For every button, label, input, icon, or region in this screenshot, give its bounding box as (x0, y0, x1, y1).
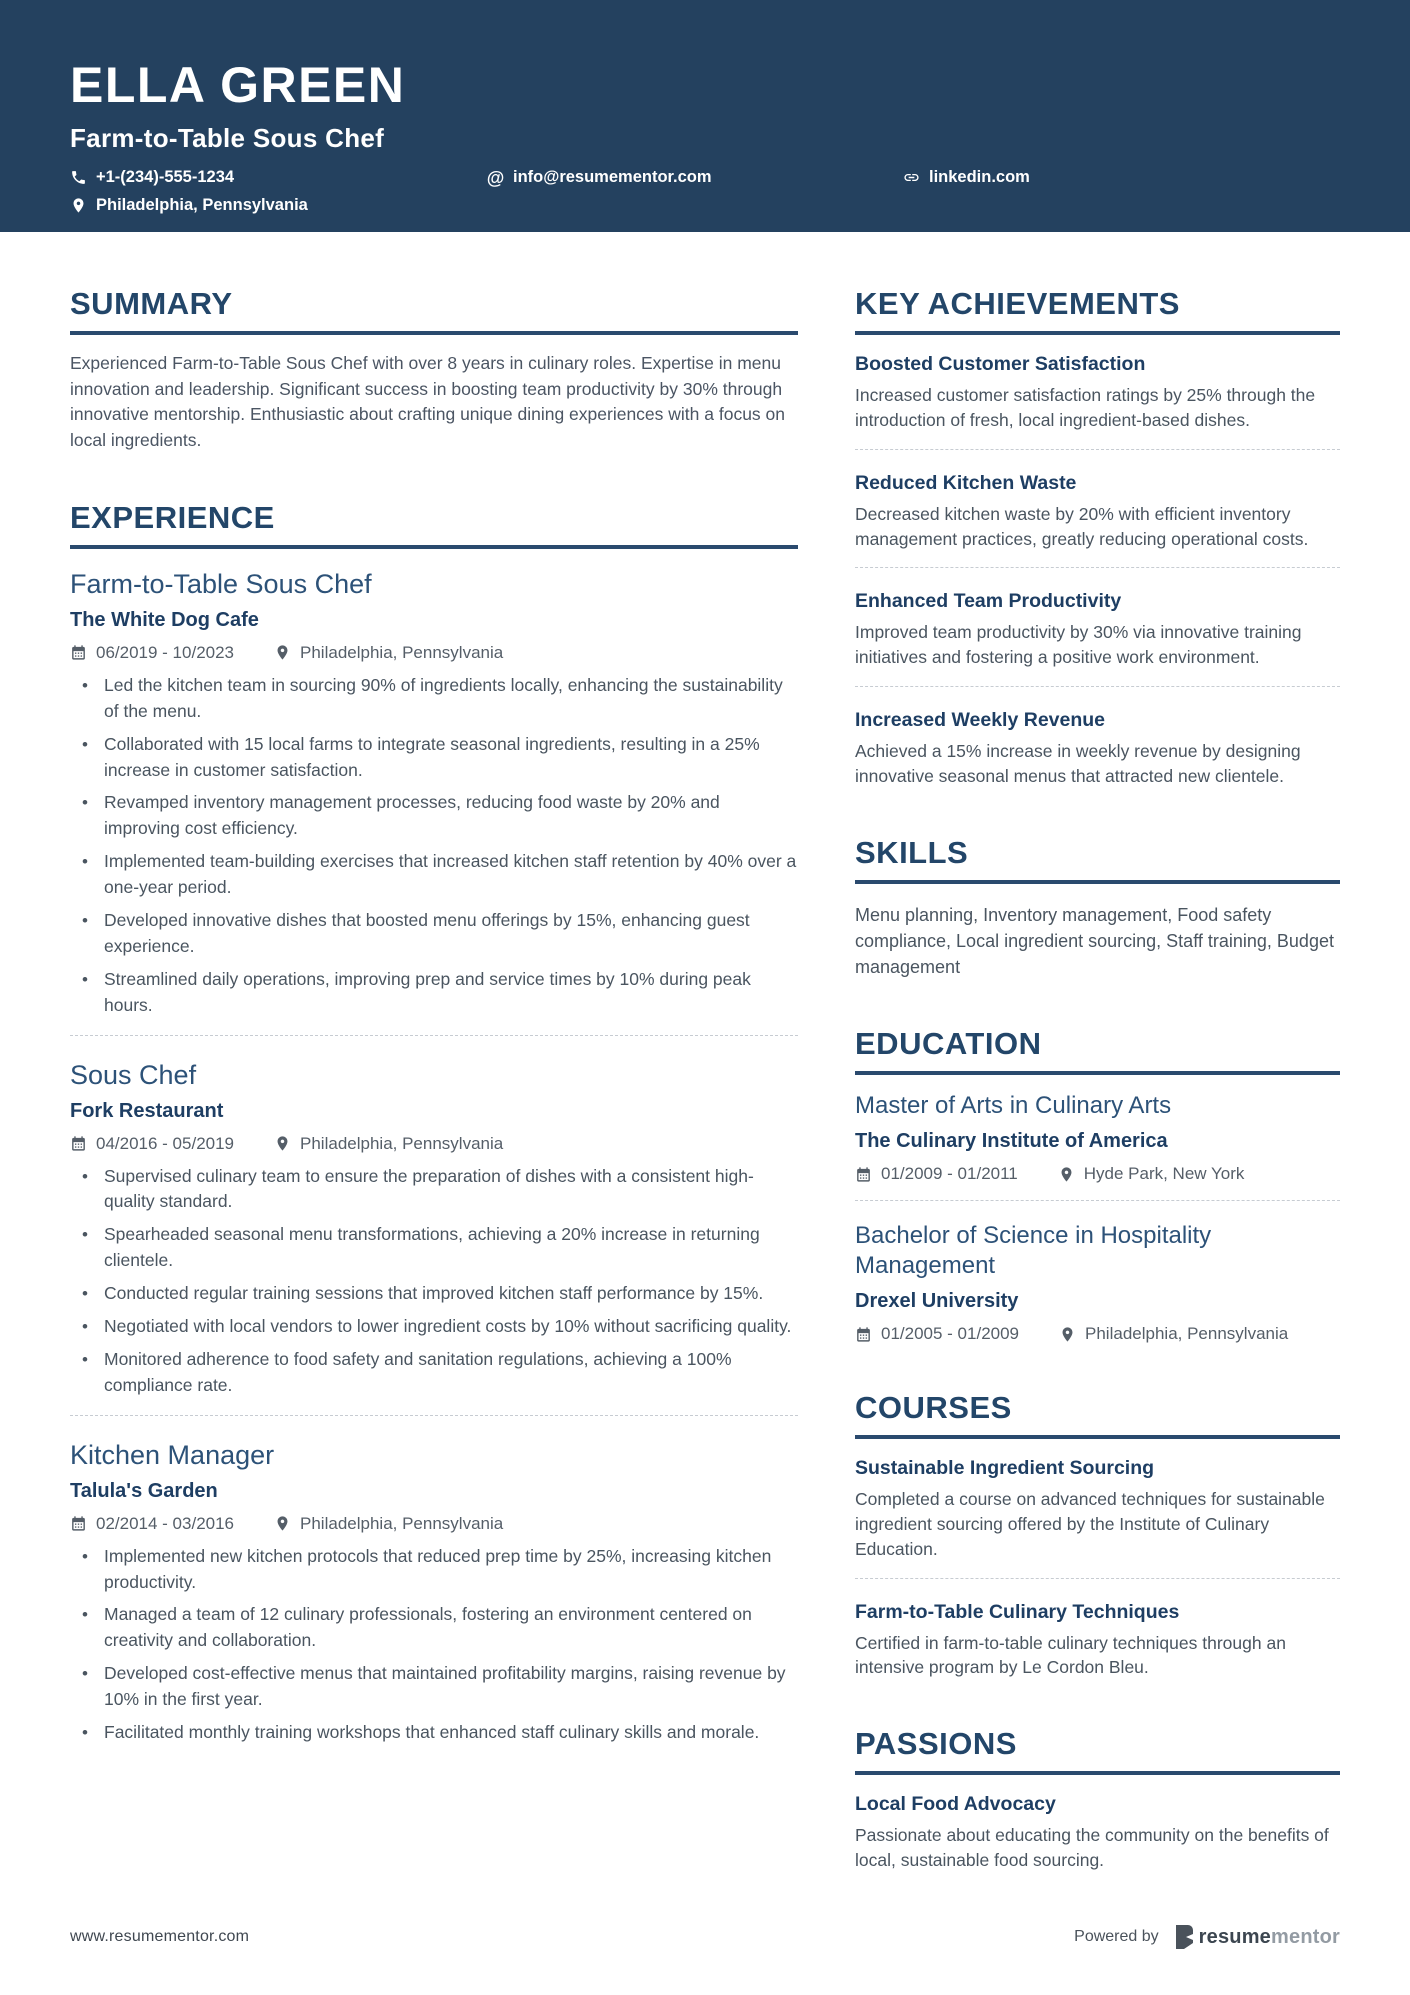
location-text: Hyde Park, New York (1083, 1164, 1245, 1184)
achievement-title: Boosted Customer Satisfaction (855, 353, 1146, 375)
email-text: info@resumementor.com (513, 168, 712, 186)
skills-text: Menu planning, Inventory management, Food safety compliance, Local ingredient sourcing, Staff training, Budget management (855, 904, 1334, 977)
footer-url[interactable]: www.resumementor.com (70, 1928, 250, 1945)
course-text: Certified in farm-to-table culinary techniques through an intensive program by Le Cordon Bleu. (855, 1632, 1286, 1678)
achievement-title: Enhanced Team Productivity (855, 590, 1122, 613)
calendar-icon (70, 1515, 87, 1532)
location-pin-icon (1059, 1326, 1076, 1343)
date-range (70, 1134, 234, 1154)
passion-text: Passionate about educating the community on the benefits of local, sustainable food sourcing. (855, 1825, 1329, 1871)
date-text: 01/2009 - 01/2011 (881, 1164, 1018, 1184)
dashed-divider (855, 1578, 1340, 1579)
contact-row-2 (70, 196, 1340, 215)
education-entry (855, 1205, 1340, 1344)
experience-heading: EXPERIENCE (70, 500, 798, 549)
bullet-item: • Streamlined daily operations, improving prep and service times by 10% during peak hours. (70, 967, 798, 1019)
person-name: ELLA GREEN (70, 57, 406, 113)
location-pin-icon (274, 1135, 291, 1152)
company-name: Talula's Garden (70, 1479, 218, 1502)
degree-title: Master of Arts in Culinary Arts (855, 1092, 1172, 1120)
bullet-item: • Negotiated with local vendors to lower ingredient costs by 10% without sacrificing quality. (70, 1314, 798, 1340)
brand-light: mentor (1271, 1925, 1340, 1948)
job-meta (70, 643, 798, 663)
left-column (70, 286, 798, 1792)
main-content (0, 232, 1410, 1925)
contact-block (70, 168, 1340, 215)
experience-entry (70, 1040, 798, 1399)
calendar-icon (70, 1135, 87, 1152)
summary-heading: SUMMARY (70, 286, 798, 335)
job-bullets (70, 1164, 798, 1399)
bullet-item: • Conducted regular training sessions that improved kitchen staff performance by 15%. (70, 1281, 798, 1307)
experience-section (70, 500, 798, 1746)
date-text: 04/2016 - 05/2019 (96, 1133, 235, 1153)
job-title: Sous Chef (70, 1059, 197, 1090)
passions-heading: PASSIONS (855, 1726, 1340, 1775)
location-text: Philadelphia, Pennsylvania (300, 1513, 504, 1533)
location-item (70, 196, 308, 215)
bullet-item: • Supervised culinary team to ensure the preparation of dishes with a consistent high-quality standard. (70, 1164, 798, 1216)
location-text: Philadelphia, Pennsylvania (96, 196, 308, 214)
summary-text: Experienced Farm-to-Table Sous Chef with over 8 years in culinary roles. Expertise in menu innovation and leadership. Significant success in boosting team productivity by 30% through innovative mentorship. Enthusiastic about crafting unique dining experiences with a focus on local ingredients. (70, 353, 786, 451)
achievement-text: Increased customer satisfaction ratings by 25% through the introduction of fresh, local ingredient-based dishes. (855, 385, 1316, 430)
education-meta (855, 1164, 1340, 1184)
key-achievements-section (855, 286, 1340, 789)
job-meta (70, 1134, 798, 1154)
passion-title: Local Food Advocacy (855, 1793, 1056, 1816)
experience-entry (70, 1420, 798, 1746)
linkedin-text: linkedin.com (929, 168, 1030, 186)
course-text: Completed a course on advanced techniques for sustainable ingredient sourcing offered by the Institute of Culinary Education. (855, 1489, 1325, 1559)
brand-bold: resume (1198, 1925, 1272, 1948)
education-entry (855, 1075, 1340, 1184)
achievement-item (855, 335, 1340, 433)
education-meta (855, 1324, 1340, 1344)
bullet-item: • Facilitated monthly training workshops that enhanced staff culinary skills and morale. (70, 1720, 798, 1746)
dashed-divider (855, 567, 1340, 568)
email-link[interactable] (487, 168, 903, 187)
experience-entry (70, 549, 798, 1019)
date-range (70, 643, 234, 663)
job-bullets (70, 1544, 798, 1746)
company-name: Fork Restaurant (70, 1099, 224, 1122)
right-column (855, 286, 1340, 1919)
school-name: Drexel University (855, 1290, 1019, 1313)
job-bullets (70, 673, 798, 1019)
skills-section (855, 835, 1340, 980)
date-text: 06/2019 - 10/2023 (96, 642, 235, 662)
calendar-icon (855, 1326, 872, 1343)
date-range (855, 1324, 1019, 1344)
date-text: 02/2014 - 03/2016 (96, 1513, 235, 1533)
footer-branding (1074, 1925, 1340, 1949)
achievement-item (855, 572, 1340, 670)
brand-text (1199, 1926, 1340, 1949)
location-text: Philadelphia, Pennsylvania (1085, 1324, 1289, 1344)
link-icon (903, 169, 920, 186)
powered-by-label: Powered by (1074, 1928, 1159, 1945)
dashed-divider (855, 449, 1340, 450)
summary-section (70, 286, 798, 454)
courses-heading: COURSES (855, 1390, 1340, 1439)
phone-icon (70, 169, 87, 186)
job-title: Kitchen Manager (70, 1439, 275, 1470)
education-location (1059, 1324, 1288, 1344)
education-heading: EDUCATION (855, 1026, 1340, 1075)
skills-heading: SKILLS (855, 835, 1340, 884)
achievement-text: Improved team productivity by 30% via innovative training initiatives and fostering a positive work environment. (855, 622, 1302, 668)
calendar-icon (855, 1166, 872, 1183)
calendar-icon (70, 644, 87, 661)
bullet-item: • Collaborated with 15 local farms to integrate seasonal ingredients, resulting in a 25% increase in customer satisfaction. (70, 732, 798, 784)
courses-section (855, 1390, 1340, 1680)
contact-row-1 (70, 168, 1340, 187)
resumementor-logo-icon (1173, 1925, 1193, 1949)
header-banner (0, 0, 1410, 232)
company-name: The White Dog Cafe (70, 608, 259, 631)
page-footer (0, 1925, 1410, 1995)
dashed-divider (855, 686, 1340, 687)
achievement-title: Increased Weekly Revenue (855, 709, 1106, 732)
passions-section (855, 1726, 1340, 1873)
location-pin-icon (70, 197, 87, 214)
location-text: Philadelphia, Pennsylvania (300, 642, 504, 662)
date-range (855, 1164, 1018, 1184)
bullet-item: • Managed a team of 12 culinary professionals, fostering an environment centered on creativity and collaboration. (70, 1602, 798, 1654)
bullet-item: • Implemented team-building exercises that increased kitchen staff retention by 40% over a one-year period. (70, 849, 798, 901)
course-item (855, 1583, 1340, 1681)
job-title: Farm-to-Table Sous Chef (70, 568, 372, 599)
bullet-item: • Developed cost-effective menus that maintained profitability margins, raising revenue by 10% in the first year. (70, 1661, 798, 1713)
education-location (1058, 1164, 1245, 1184)
course-item (855, 1439, 1340, 1562)
job-location (274, 1514, 503, 1534)
location-text: Philadelphia, Pennsylvania (300, 1133, 504, 1153)
achievement-item (855, 454, 1340, 552)
achievement-title: Reduced Kitchen Waste (855, 471, 1077, 494)
job-location (274, 1134, 503, 1154)
education-section (855, 1026, 1340, 1344)
location-pin-icon (274, 1515, 291, 1532)
dashed-divider (70, 1415, 798, 1416)
job-location (274, 643, 503, 663)
resumementor-brand (1173, 1925, 1340, 1949)
course-title: Sustainable Ingredient Sourcing (855, 1457, 1155, 1480)
school-name: The Culinary Institute of America (855, 1130, 1168, 1153)
bullet-item: • Led the kitchen team in sourcing 90% of ingredients locally, enhancing the sustainability of the menu. (70, 673, 798, 725)
location-pin-icon (274, 644, 291, 661)
job-meta (70, 1514, 798, 1534)
dashed-divider (70, 1035, 798, 1036)
achievement-text: Achieved a 15% increase in weekly revenue by designing innovative seasonal menus that attracted new clientele. (855, 741, 1301, 786)
bullet-item: • Revamped inventory management processes, reducing food waste by 20% and improving cost efficiency. (70, 790, 798, 842)
achievement-item (855, 691, 1340, 789)
passion-item (855, 1775, 1340, 1873)
location-pin-icon (1058, 1166, 1075, 1183)
linkedin-link[interactable] (903, 168, 1030, 187)
course-title: Farm-to-Table Culinary Techniques (855, 1600, 1180, 1623)
date-text: 01/2005 - 01/2009 (881, 1324, 1020, 1344)
job-headline: Farm-to-Table Sous Chef (70, 123, 385, 153)
bullet-item: • Spearheaded seasonal menu transformations, achieving a 20% increase in returning clientele. (70, 1222, 798, 1274)
key-achievements-heading: KEY ACHIEVEMENTS (855, 286, 1340, 335)
achievement-text: Decreased kitchen waste by 20% with efficient inventory management practices, greatly reducing operational costs. (855, 503, 1309, 549)
dashed-divider (855, 1200, 1340, 1201)
bullet-item: • Monitored adherence to food safety and sanitation regulations, achieving a 100% compliance rate. (70, 1347, 798, 1399)
degree-title: Bachelor of Science in Hospitality Management (855, 1222, 1212, 1280)
at-icon: @ (486, 167, 505, 188)
bullet-item: • Implemented new kitchen protocols that reduced prep time by 25%, increasing kitchen productivity. (70, 1544, 798, 1596)
phone-text: +1-(234)-555-1234 (96, 168, 235, 186)
date-range (70, 1514, 234, 1534)
bullet-item: • Developed innovative dishes that boosted menu offerings by 15%, enhancing guest experience. (70, 908, 798, 960)
phone-link[interactable] (70, 168, 487, 187)
